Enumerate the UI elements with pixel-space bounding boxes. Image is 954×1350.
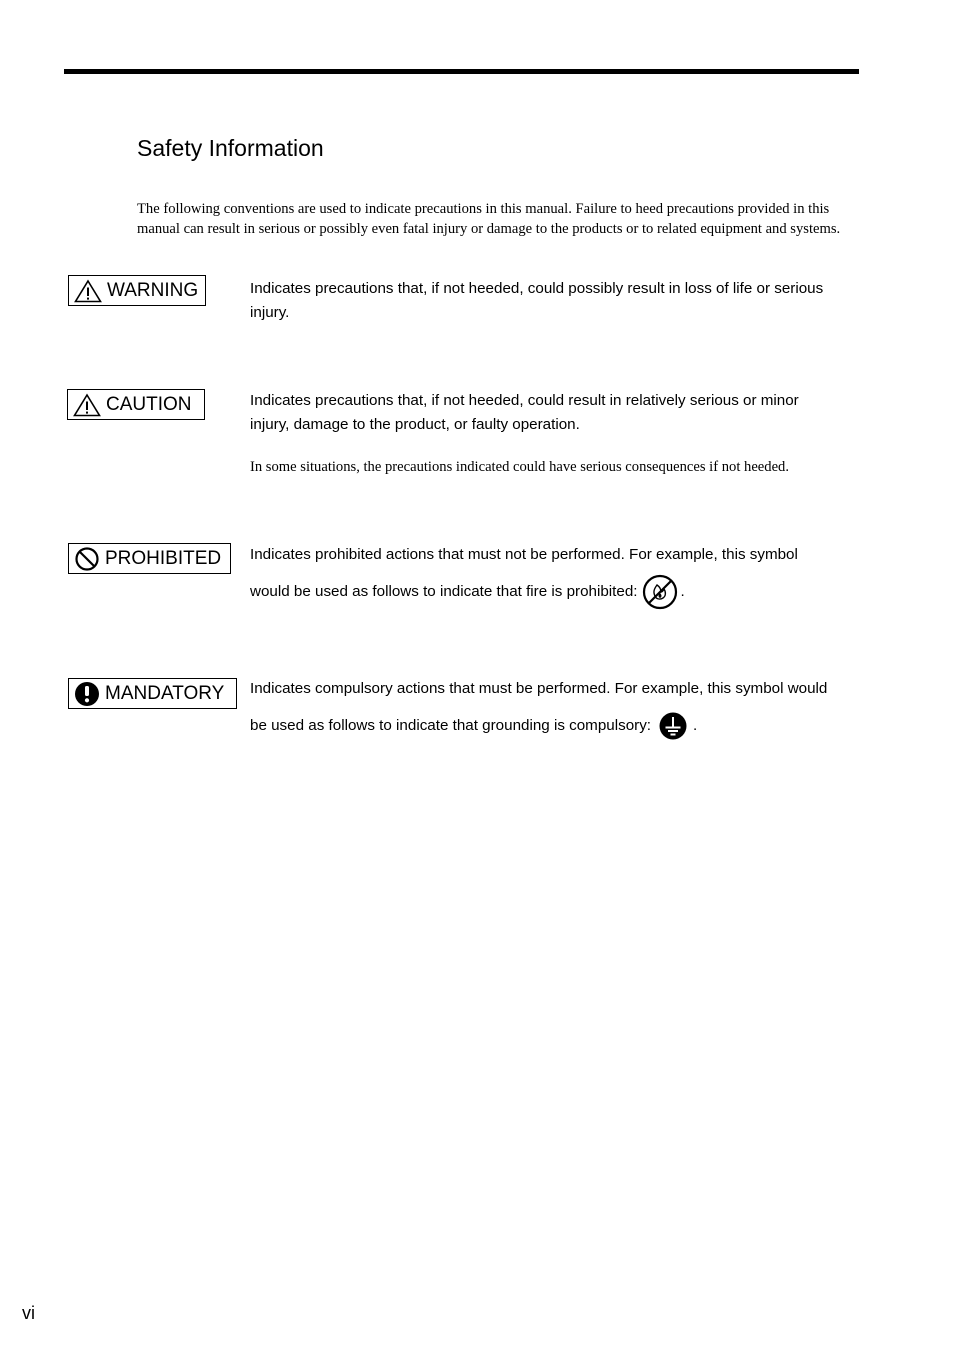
mandatory-label-box bbox=[68, 678, 237, 709]
mandatory-description-line1: Indicates compulsory actions that must be performed. For example, this symbol would bbox=[250, 680, 828, 697]
caution-label: CAUTION bbox=[106, 393, 192, 415]
caution-description bbox=[250, 389, 862, 437]
page-number: vi bbox=[22, 1303, 35, 1323]
warning-label-box bbox=[68, 275, 206, 306]
caution-description-line2: injury, damage to the product, or faulty operation. bbox=[250, 416, 580, 433]
prohibited-description bbox=[250, 536, 862, 610]
warning-triangle-icon bbox=[73, 393, 101, 417]
warning-triangle-icon bbox=[74, 279, 102, 303]
prohibited-description-line1: Indicates prohibited actions that must not be performed. For example, this symbol bbox=[250, 546, 798, 563]
page-title: Safety Information bbox=[137, 135, 324, 161]
warning-description bbox=[250, 277, 862, 325]
prohibited-label-box bbox=[68, 543, 231, 574]
warning-description-line1: Indicates precautions that, if not heeded, could possibly result in loss of life or serious bbox=[250, 280, 824, 297]
mandatory-label: MANDATORY bbox=[105, 682, 225, 704]
intro-paragraph: The following conventions are used to indicate precautions in this manual. Failure to heed precautions provided in this manual can result in serious or possibly even fatal injury or damage to the products or to related equipment and systems. bbox=[137, 201, 841, 237]
mandatory-description-line2: be used as follows to indicate that grounding is compulsory: bbox=[250, 717, 652, 734]
no-fire-icon bbox=[642, 574, 678, 610]
caution-description-line1: Indicates precautions that, if not heeded, could result in relatively serious or minor bbox=[250, 392, 799, 409]
prohibited-end: . bbox=[680, 583, 685, 600]
exclamation-circle-icon bbox=[74, 681, 100, 707]
caution-note: In some situations, the precautions indicated could have serious consequences if not heeded. bbox=[250, 459, 789, 475]
prohibited-description-line2: would be used as follows to indicate that fire is prohibited: bbox=[250, 583, 638, 600]
ground-icon bbox=[659, 712, 687, 740]
mandatory-end: . bbox=[693, 717, 698, 734]
caution-label-box bbox=[67, 389, 205, 420]
warning-description-line2: injury. bbox=[250, 304, 290, 321]
mandatory-description bbox=[250, 670, 862, 744]
prohibited-label: PROHIBITED bbox=[105, 547, 222, 569]
warning-label: WARNING bbox=[107, 279, 199, 301]
header-rule bbox=[64, 69, 859, 74]
prohibited-circle-icon bbox=[74, 546, 100, 572]
